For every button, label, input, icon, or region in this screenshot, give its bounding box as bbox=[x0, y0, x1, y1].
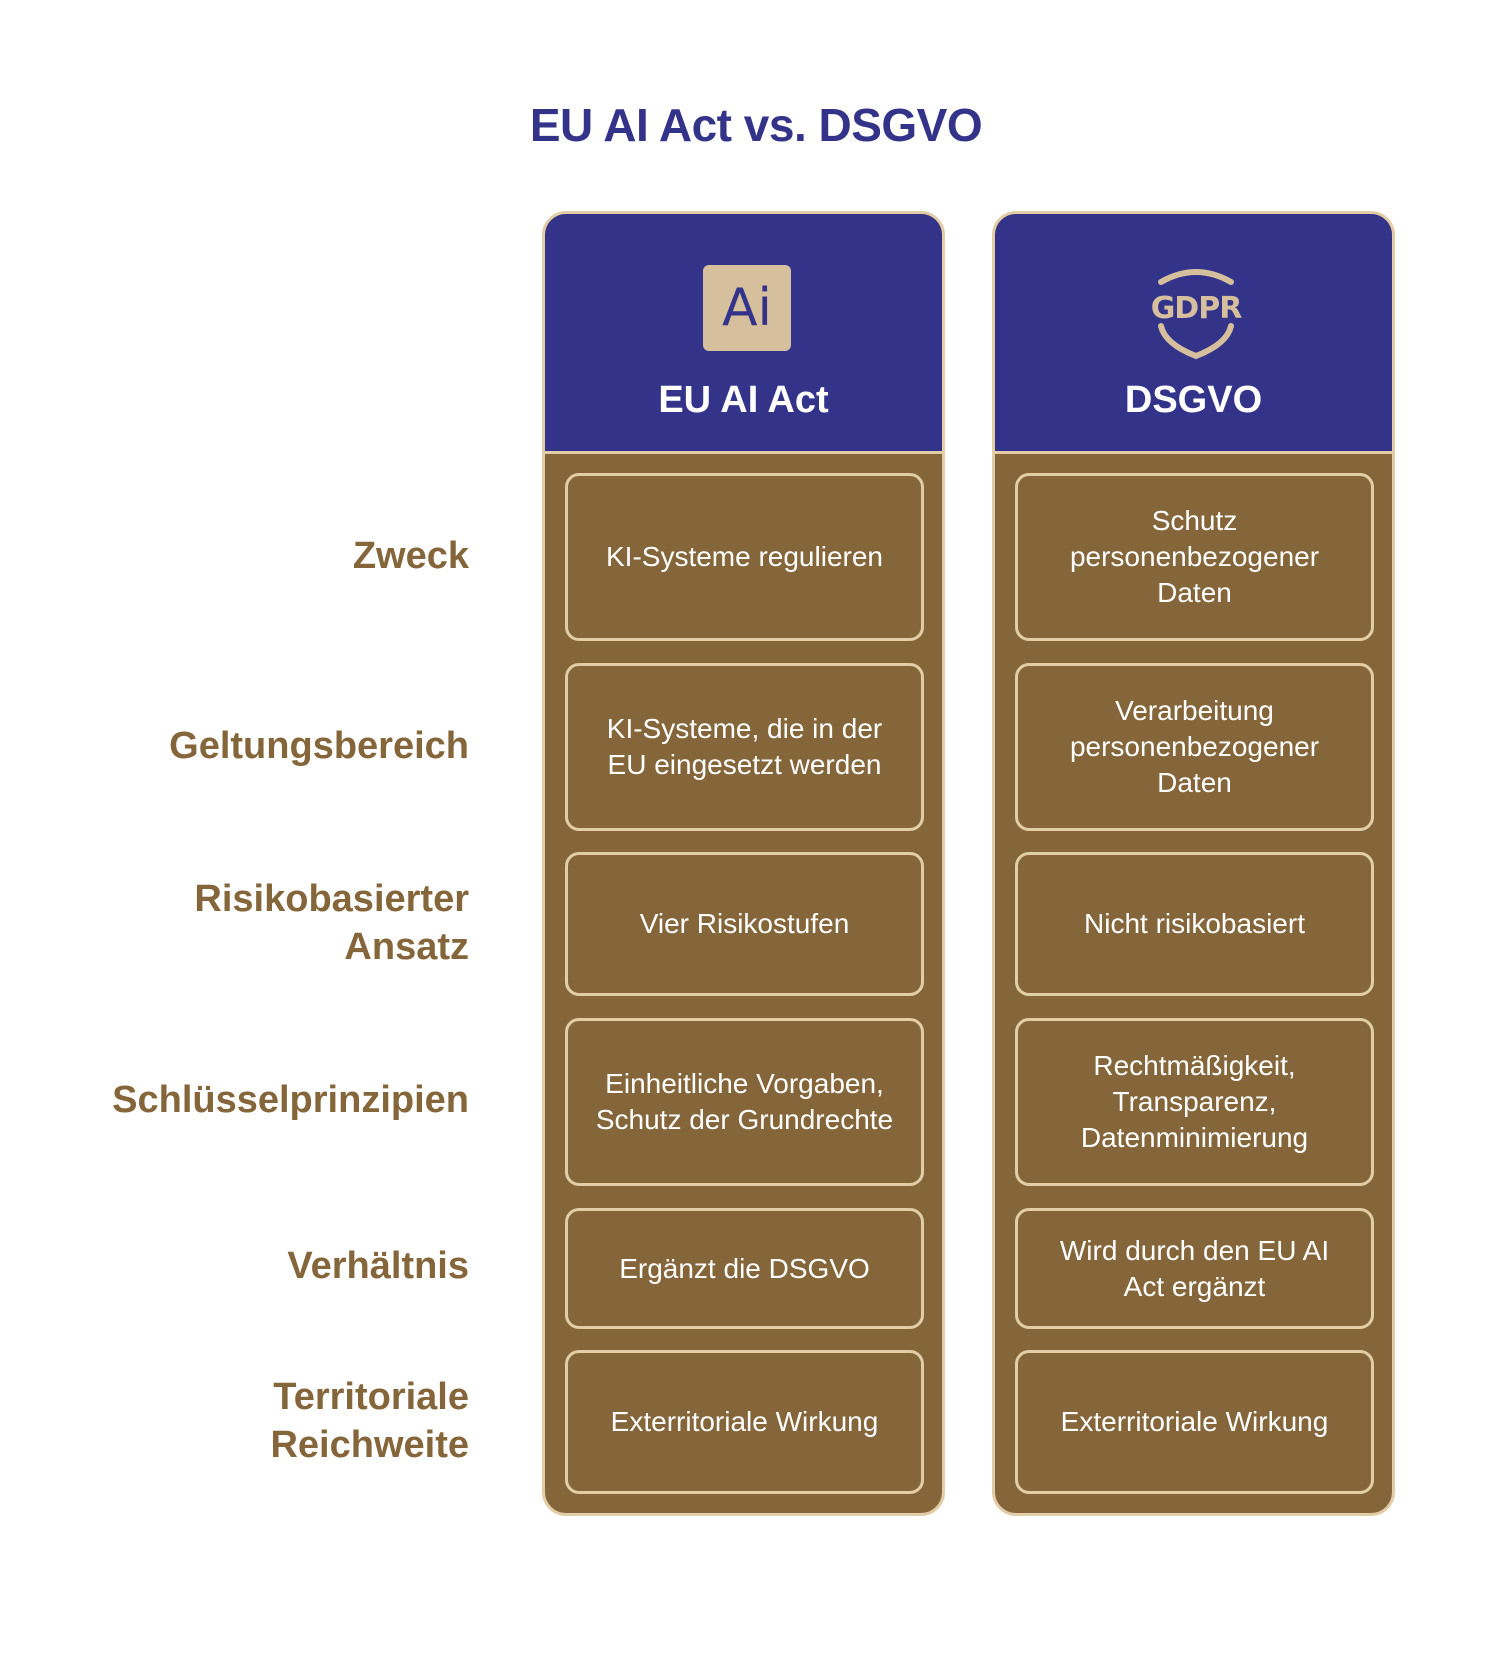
cell-ai-geltungsbereich: KI-Systeme, die in der EU eingesetzt werden bbox=[565, 663, 924, 831]
row-label-territoriale-reichweite: Territoriale Reichweite bbox=[270, 1376, 469, 1466]
gdpr-shield-icon bbox=[1147, 260, 1245, 360]
gdpr-icon-text: GDPR bbox=[1150, 291, 1242, 326]
column-header-eu-ai-act bbox=[545, 214, 942, 454]
cell-dsgvo-risikobasierter-ansatz: Nicht risikobasiert bbox=[1015, 852, 1374, 996]
ai-icon: Ai bbox=[703, 265, 791, 351]
cell-dsgvo-territoriale-reichweite: Exterritoriale Wirkung bbox=[1015, 1350, 1374, 1494]
cell-ai-verhaeltnis: Ergänzt die DSGVO bbox=[565, 1208, 924, 1329]
column-title-dsgvo: DSGVO bbox=[1124, 379, 1263, 421]
cell-ai-risikobasierter-ansatz: Vier Risikostufen bbox=[565, 852, 924, 996]
row-label-verhaeltnis: Verhältnis bbox=[287, 1245, 469, 1287]
cell-ai-zweck: KI-Systeme regulieren bbox=[565, 473, 924, 641]
column-eu-ai-act bbox=[542, 211, 945, 1516]
page-title: EU AI Act vs. DSGVO bbox=[529, 99, 983, 151]
row-label-geltungsbereich: Geltungsbereich bbox=[169, 725, 469, 767]
row-label-risikobasierter-ansatz: Risikobasierter Ansatz bbox=[194, 878, 469, 968]
column-dsgvo bbox=[992, 211, 1395, 1516]
cell-dsgvo-verhaeltnis: Wird durch den EU AI Act ergänzt bbox=[1015, 1208, 1374, 1329]
cell-ai-territoriale-reichweite: Exterritoriale Wirkung bbox=[565, 1350, 924, 1494]
cell-dsgvo-geltungsbereich: Verarbeitung personenbezogener Daten bbox=[1015, 663, 1374, 831]
row-label-zweck: Zweck bbox=[352, 535, 469, 577]
column-header-dsgvo bbox=[995, 214, 1392, 454]
cell-ai-schluesselprinzipien: Einheitliche Vorgaben, Schutz der Grundrechte bbox=[565, 1018, 924, 1186]
column-title-eu-ai-act: EU AI Act bbox=[658, 379, 829, 421]
cell-dsgvo-zweck: Schutz personenbezogener Daten bbox=[1015, 473, 1374, 641]
row-label-schluesselprinzipien: Schlüsselprinzipien bbox=[112, 1079, 469, 1121]
cell-dsgvo-schluesselprinzipien: Rechtmäßigkeit, Transparenz, Datenminimierung bbox=[1015, 1018, 1374, 1186]
